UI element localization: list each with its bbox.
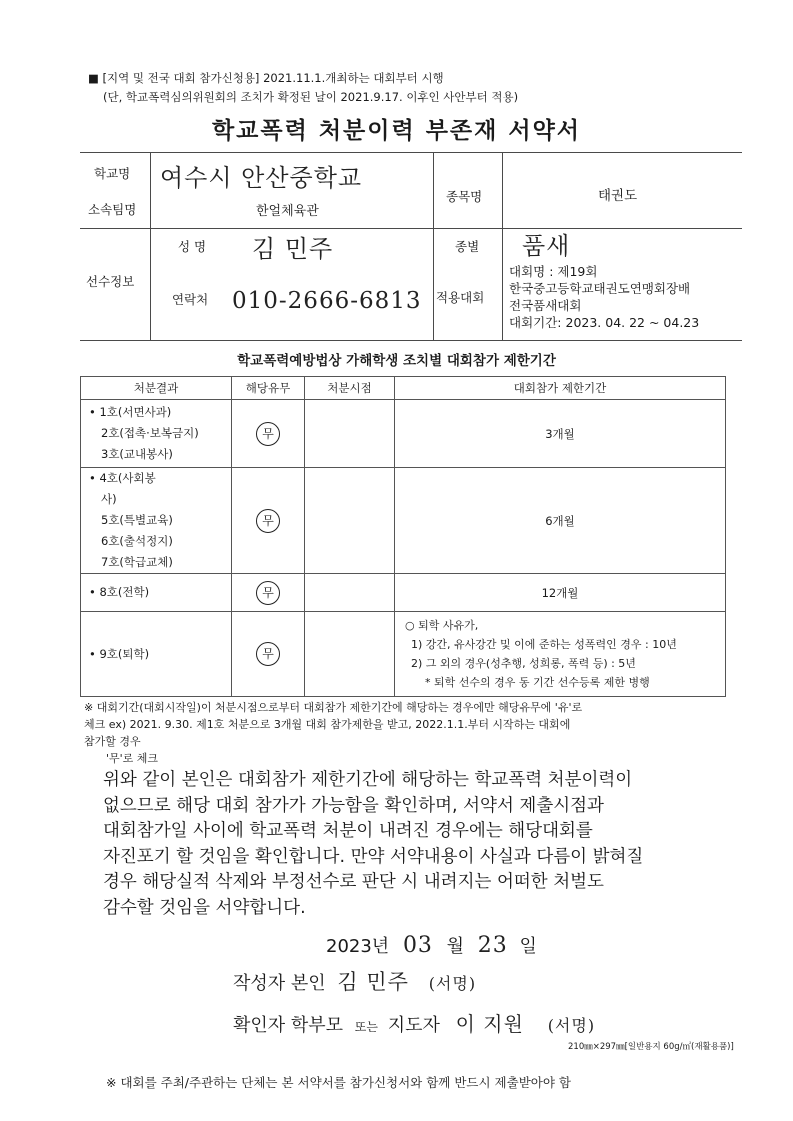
- team-label: 소속팀명: [88, 202, 137, 217]
- measure-item: 3호(교내봉사): [101, 447, 173, 461]
- row-time: [305, 612, 395, 697]
- pledge-line: 자진포기 할 것임을 확인합니다. 만약 서약내용이 사실과 다름이 밝혀질: [103, 846, 644, 867]
- row-measures: [81, 400, 232, 468]
- division-label: 종별: [455, 239, 480, 254]
- measure-item: • 1호(서면사과): [89, 405, 172, 419]
- row-mark: [232, 574, 305, 612]
- competition-line: 전국품새대회: [509, 298, 582, 313]
- guide-sign: (서명): [547, 1016, 596, 1035]
- period-line: ○ 퇴학 사유가,: [405, 619, 479, 632]
- date-day: 23: [477, 933, 508, 958]
- row-period: 12개월: [395, 574, 726, 612]
- date-year: 2023년: [326, 936, 390, 957]
- measure-item: 사): [101, 492, 117, 506]
- writer-signature: [233, 966, 476, 996]
- note-line: 참가할 경우: [84, 735, 141, 748]
- event-value: 태권도: [598, 188, 638, 204]
- note-line: ※ 대회기간(대회시작일)이 처분시점으로부터 대회참가 제한기간에 해당하는 경우에만 해당유무에 '유'로: [84, 701, 583, 714]
- info-mid-border: [80, 228, 742, 229]
- penalty-table: [80, 376, 726, 697]
- info-top-border: [80, 152, 742, 153]
- note-line: 체크 ex) 2021. 9.30. 제1호 처분으로 3개월 대회 참가제한을 받고, 2022.1.1.부터 시작하는 대회에: [84, 718, 571, 731]
- circled-mark: 무: [256, 422, 280, 446]
- pledge-line: 없으므로 해당 대회 참가가 가능함을 확인하며, 서약서 제출시점과: [103, 795, 604, 816]
- name-value: 김 민주: [252, 235, 334, 263]
- confirmer-signature: [233, 1008, 595, 1037]
- header-period: 대회참가 제한기간: [395, 377, 726, 400]
- footer-note: ※ 대회를 주최/주관하는 단체는 본 서약서를 참가신청서와 함께 반드시 제출받아야 함: [106, 1075, 571, 1090]
- date-month-unit: 월: [446, 936, 465, 957]
- date-line: [326, 932, 537, 958]
- document-title: 학교폭력 처분이력 부존재 서약서: [211, 118, 582, 144]
- date-month: 03: [402, 933, 433, 958]
- division-value: 품새: [522, 232, 571, 260]
- period-line: * 퇴학 선수의 경우 동 기간 선수등록 제한 병행: [425, 676, 650, 689]
- table-header-row: [81, 377, 726, 400]
- row-measures: [81, 574, 232, 612]
- info-divider-mid: [433, 152, 434, 340]
- note-line: '무'로 체크: [106, 752, 159, 765]
- row-time: [305, 574, 395, 612]
- header-line-1: ■ [지역 및 전국 대회 참가신청용] 2021.11.1.개최하는 대회부터 시행: [88, 71, 444, 85]
- competition-line: 대회기간: 2023. 04. 22 ~ 04.23: [509, 315, 700, 330]
- pledge-line: 감수할 것임을 서약합니다.: [103, 897, 306, 918]
- guide-name: 이 지원: [455, 1012, 524, 1036]
- contact-value: 010-2666-6813: [232, 288, 422, 314]
- row-measures: [81, 612, 232, 697]
- row-period: [395, 612, 726, 697]
- measure-item: 6호(출석정지): [101, 534, 173, 548]
- competition-line: 대회명 : 제19회: [509, 264, 598, 279]
- section-title: 학교폭력예방법상 가해학생 조치별 대회참가 제한기간: [237, 353, 556, 369]
- measure-item: • 8호(전학): [89, 585, 150, 599]
- header-line-2: (단, 학교폭력심의위원회의 조치가 확정된 날이 2021.9.17. 이후인 사안부터 적용): [103, 90, 519, 104]
- pledge-line: 경우 해당실적 삭제와 부정선수로 판단 시 내려지는 어떠한 처벌도: [103, 872, 604, 893]
- table-row: [81, 468, 726, 574]
- confirm-label: 확인자 학부모: [233, 1015, 344, 1036]
- info-divider-right: [502, 152, 503, 340]
- player-info-label: 선수정보: [86, 274, 135, 289]
- header-applicable: 해당유무: [232, 377, 305, 400]
- or-label: 또는: [354, 1020, 378, 1034]
- row-mark: [232, 400, 305, 468]
- circled-mark: 무: [256, 581, 280, 605]
- writer-label: 작성자 본인: [233, 973, 326, 994]
- table-row: [81, 574, 726, 612]
- measure-item: 7호(학급교체): [101, 555, 173, 569]
- notes: [84, 699, 582, 767]
- school-value: 여수시 안산중학교: [160, 164, 363, 192]
- event-label: 종목명: [446, 189, 483, 204]
- paper-spec: 210㎜×297㎜[일반용지 60g/㎡(재활용품)]: [568, 1042, 734, 1052]
- measure-item: • 9호(퇴학): [89, 646, 150, 661]
- name-label: 성 명: [178, 239, 207, 254]
- period-line: 1) 강간, 유사강간 및 이에 준하는 성폭력인 경우 : 10년: [411, 638, 677, 651]
- row-period: 3개월: [395, 400, 726, 468]
- measure-item: • 4호(사회봉: [89, 471, 156, 485]
- table-row: [81, 400, 726, 468]
- header-time: 처분시점: [305, 377, 395, 400]
- team-value: 한얼체육관: [256, 204, 319, 219]
- writer-name: 김 민주: [337, 970, 409, 994]
- pledge-line: 대회참가일 사이에 학교폭력 처분이 내려진 경우에는 해당대회를: [103, 821, 593, 842]
- table-row: [81, 612, 726, 697]
- header-result: 처분결과: [81, 377, 232, 400]
- circled-mark: 무: [256, 509, 280, 533]
- pledge-paragraph: [103, 768, 743, 922]
- period-line: 2) 그 외의 경우(성추행, 성희롱, 폭력 등) : 5년: [411, 657, 636, 670]
- circled-mark: 무: [256, 642, 280, 666]
- competition-line: 한국중고등학교태권도연맹회장배: [509, 281, 691, 296]
- competition-label: 적용대회: [436, 290, 485, 305]
- row-time: [305, 468, 395, 574]
- row-mark: [232, 468, 305, 574]
- date-day-unit: 일: [519, 936, 537, 957]
- competition-info: [509, 263, 699, 331]
- info-divider-left: [150, 152, 151, 340]
- measure-item: 5호(특별교육): [101, 513, 173, 527]
- row-time: [305, 400, 395, 468]
- measure-item: 2호(접촉·보복금지): [101, 426, 199, 440]
- guide-label: 지도자: [387, 1015, 440, 1036]
- row-period: 6개월: [395, 468, 726, 574]
- pledge-line: 위와 같이 본인은 대회참가 제한기간에 해당하는 학교폭력 처분이력이: [103, 770, 633, 790]
- info-bottom-border: [80, 340, 742, 341]
- row-mark: [232, 612, 305, 697]
- writer-sign: (서명): [428, 974, 477, 993]
- row-measures: [81, 468, 232, 574]
- school-label: 학교명: [94, 166, 131, 181]
- contact-label: 연락처: [172, 292, 209, 307]
